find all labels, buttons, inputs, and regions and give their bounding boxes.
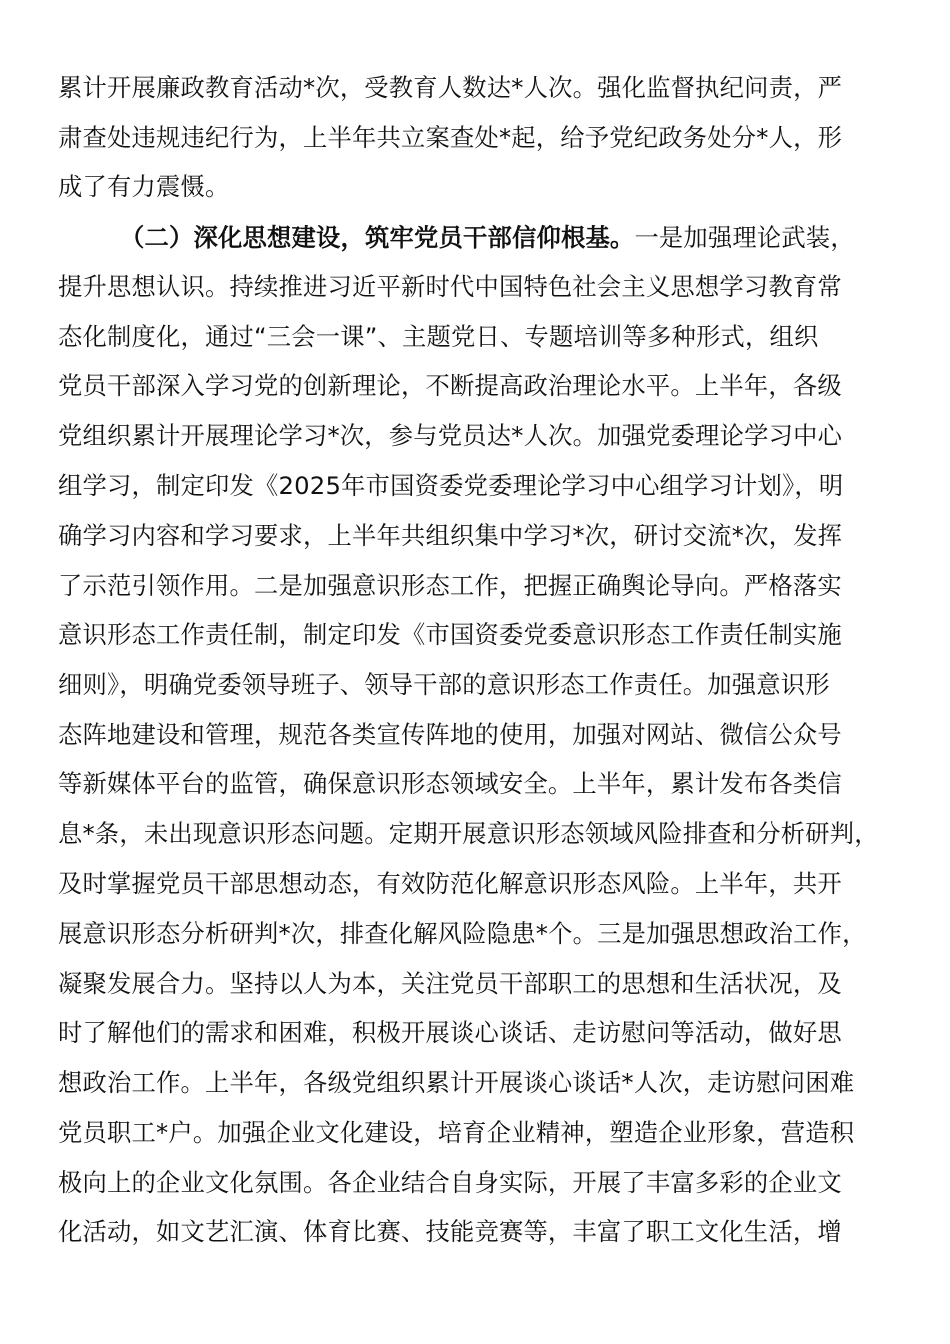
text-line: 累计开展廉政教育活动*次，受教育人数达*人次。强化监督执纪问责，严 [58, 73, 843, 102]
text-line: 展意识形态分析研判*次，排查化解风险隐患*个。三是加强思想政治工作， [58, 919, 867, 948]
text-line: 极向上的企业文化氛围。各企业结合自身实际，开展了丰富多彩的企业文 [58, 1168, 842, 1197]
text-line: 党员干部深入学习党的创新理论，不断提高政治理论水平。上半年，各级 [58, 371, 842, 400]
text-line: 成了有力震慑。 [58, 172, 230, 201]
text-line: 党员职工*户。加强企业文化建设，培育企业精神，塑造企业形象，营造积 [58, 1118, 855, 1147]
text-line: 息*条，未出现意识形态问题。定期开展意识形态领域风险排查和分析研判， [58, 819, 879, 848]
text-line: 肃查处违规违纪行为，上半年共立案查处*起，给予党纪政务处分*人，形 [58, 123, 843, 152]
text-line: 了示范引领作用。二是加强意识形态工作，把握正确舆论导向。严格落实 [58, 571, 842, 600]
text-line: 党组织累计开展理论学习*次，参与党员达*人次。加强党委理论学习中心 [58, 421, 843, 450]
text-line: 态阵地建设和管理，规范各类宣传阵地的使用，加强对网站、微信公众号 [58, 720, 842, 749]
section-heading-rest: 一是加强理论武装， [634, 223, 855, 252]
text-line: 细则》，明确党委领导班子、领导干部的意识形态工作责任。加强意识形 [58, 670, 830, 699]
text-line: 组学习，制定印发《2025年市国资委党委理论学习中心组学习计划》，明 [58, 471, 844, 500]
section-heading-line [120, 218, 855, 258]
text-line: 态化制度化，通过“三会一课”、主题党日、专题培训等多种形式，组织 [58, 322, 819, 351]
text-line: 确学习内容和学习要求，上半年共组织集中学习*次，研讨交流*次，发挥 [58, 521, 843, 550]
text-line: 想政治工作。上半年，各级党组织累计开展谈心谈话*人次，走访慰问困难 [58, 1068, 855, 1097]
section-heading: （二）深化思想建设，筑牢党员干部信仰根基。 [120, 223, 635, 252]
text-line: 提升思想认识。持续推进习近平新时代中国特色社会主义思想学习教育常 [58, 272, 842, 301]
text-line: 凝聚发展合力。坚持以人为本，关注党员干部职工的思想和生活状况，及 [58, 969, 842, 998]
text-line: 及时掌握党员干部思想动态，有效防范化解意识形态风险。上半年，共开 [58, 869, 842, 898]
text-line: 意识形态工作责任制，制定印发《市国资委党委意识形态工作责任制实施 [58, 620, 842, 649]
text-line: 时了解他们的需求和困难，积极开展谈心谈话、走访慰问等活动，做好思 [58, 1018, 842, 1047]
text-line: 等新媒体平台的监管，确保意识形态领域安全。上半年，累计发布各类信 [58, 769, 842, 798]
text-line: 化活动，如文艺汇演、体育比赛、技能竞赛等，丰富了职工文化生活，增 [58, 1217, 842, 1246]
